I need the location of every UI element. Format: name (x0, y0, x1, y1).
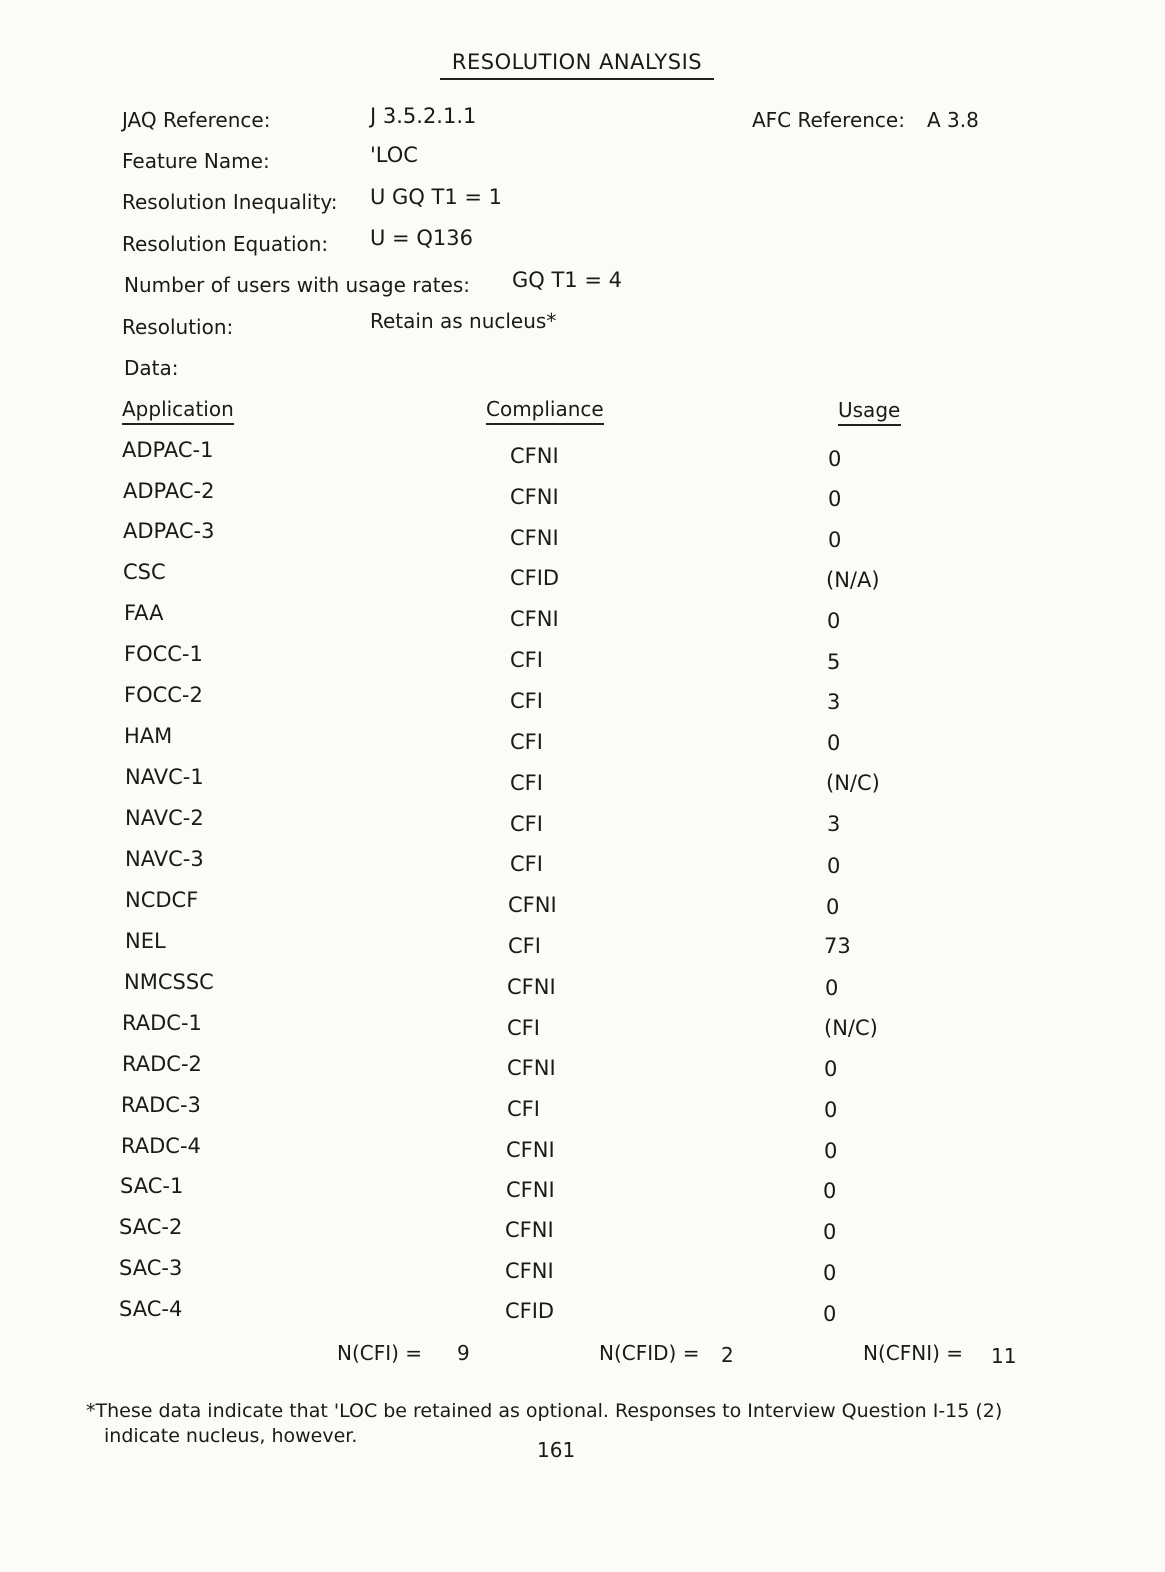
table-row-compliance: CFNI (505, 1259, 554, 1283)
table-row-compliance: CFNI (508, 893, 557, 917)
table-row-application: ADPAC-3 (123, 519, 215, 543)
table-row-compliance: CFI (510, 812, 543, 836)
table-row-compliance: CFNI (510, 485, 559, 509)
data-label: Data: (124, 356, 179, 380)
table-row-usage: 0 (827, 731, 841, 755)
table-row-compliance: CFI (507, 1016, 540, 1040)
table-row-application: FOCC-1 (124, 642, 203, 666)
table-row-usage: 0 (826, 895, 840, 919)
table-row-application: NAVC-3 (125, 847, 204, 871)
resolution-inequality-label: Resolution Inequality: (122, 190, 338, 214)
table-row-application: FAA (124, 601, 164, 625)
table-row-usage: 3 (827, 690, 841, 714)
table-row-compliance: CFNI (506, 1138, 555, 1162)
afc-reference-label: AFC Reference: (752, 108, 905, 132)
table-row-usage: 0 (828, 487, 842, 511)
page-number: 161 (537, 1438, 576, 1462)
table-row-compliance: CFNI (510, 444, 559, 468)
table-row-usage: 0 (828, 447, 842, 471)
table-row-compliance: CFI (510, 852, 543, 876)
table-row-usage: (N/C) (824, 1016, 878, 1040)
table-row-compliance: CFNI (507, 975, 556, 999)
table-row-usage: 0 (823, 1302, 837, 1326)
table-row-usage: 0 (823, 1179, 837, 1203)
header-compliance: Compliance (486, 397, 604, 425)
table-row-usage: 0 (824, 1057, 838, 1081)
jaq-reference-label: JAQ Reference: (122, 108, 271, 132)
table-row-usage: 0 (823, 1261, 837, 1285)
table-row-application: SAC-4 (119, 1297, 183, 1321)
total-cfni-value: 11 (991, 1344, 1017, 1368)
table-row-compliance: CFI (507, 1097, 540, 1121)
footnote-line-1: *These data indicate that 'LOC be retained as optional. Responses to Interview Question I-15 (2) (86, 1400, 1003, 1422)
table-row-compliance: CFNI (505, 1218, 554, 1242)
table-row-usage: 73 (824, 934, 851, 958)
table-row-application: NCDCF (125, 888, 199, 912)
total-cfi-label: N(CFI) = (337, 1341, 423, 1365)
table-row-usage: 0 (827, 854, 841, 878)
table-row-application: RADC-3 (121, 1093, 201, 1117)
users-with-usage-value: GQ T1 = 4 (512, 268, 622, 292)
table-row-usage: 0 (824, 1098, 838, 1122)
table-row-application: RADC-2 (122, 1052, 202, 1076)
table-row-compliance: CFI (510, 771, 543, 795)
table-row-compliance: CFI (510, 730, 543, 754)
total-cfid-value: 2 (721, 1343, 734, 1367)
table-row-application: NEL (125, 929, 166, 953)
table-row-usage: (N/C) (826, 771, 880, 795)
table-row-usage: 0 (828, 528, 842, 552)
table-row-application: NAVC-2 (125, 806, 204, 830)
table-row-application: RADC-1 (122, 1011, 202, 1035)
table-row-application: NAVC-1 (125, 765, 204, 789)
table-row-application: SAC-3 (119, 1256, 183, 1280)
table-row-application: SAC-2 (119, 1215, 183, 1239)
resolution-equation-value: U = Q136 (370, 226, 473, 250)
afc-reference-value: A 3.8 (927, 108, 979, 132)
table-row-compliance: CFI (510, 648, 543, 672)
table-row-compliance: CFNI (510, 526, 559, 550)
table-row-compliance: CFNI (506, 1178, 555, 1202)
table-row-usage: 5 (827, 650, 841, 674)
feature-name-label: Feature Name: (122, 149, 270, 173)
table-row-usage: 0 (823, 1220, 837, 1244)
jaq-reference-value: J 3.5.2.1.1 (370, 104, 477, 128)
table-row-compliance: CFNI (507, 1056, 556, 1080)
table-row-application: ADPAC-2 (123, 479, 215, 503)
table-row-application: NMCSSC (124, 970, 214, 994)
table-row-application: ADPAC-1 (122, 438, 214, 462)
table-row-compliance: CFNI (510, 607, 559, 631)
total-cfid-label: N(CFID) = (599, 1341, 700, 1365)
table-row-application: CSC (123, 560, 166, 584)
table-row-compliance: CFID (510, 566, 560, 590)
table-row-usage: 0 (827, 609, 841, 633)
table-row-application: HAM (124, 724, 173, 748)
table-row-usage: (N/A) (826, 568, 880, 592)
header-usage: Usage (838, 398, 901, 426)
table-row-compliance: CFID (505, 1299, 555, 1323)
table-row-application: RADC-4 (121, 1134, 201, 1158)
table-row-usage: 0 (825, 976, 839, 1000)
header-application: Application (122, 397, 234, 425)
resolution-value: Retain as nucleus* (370, 309, 557, 333)
resolution-label: Resolution: (122, 315, 234, 339)
total-cfi-value: 9 (457, 1341, 470, 1365)
table-row-application: SAC-1 (120, 1174, 184, 1198)
table-row-compliance: CFI (508, 934, 541, 958)
users-with-usage-label: Number of users with usage rates: (124, 273, 471, 297)
feature-name-value: 'LOC (370, 143, 418, 167)
table-row-compliance: CFI (510, 689, 543, 713)
page-title: RESOLUTION ANALYSIS (440, 50, 714, 80)
table-row-usage: 3 (827, 812, 841, 836)
resolution-inequality-value: U GQ T1 = 1 (370, 185, 503, 209)
resolution-equation-label: Resolution Equation: (122, 232, 329, 256)
total-cfni-label: N(CFNI) = (863, 1341, 964, 1365)
table-row-usage: 0 (824, 1139, 838, 1163)
footnote-line-2: indicate nucleus, however. (104, 1425, 358, 1447)
table-row-application: FOCC-2 (124, 683, 203, 707)
